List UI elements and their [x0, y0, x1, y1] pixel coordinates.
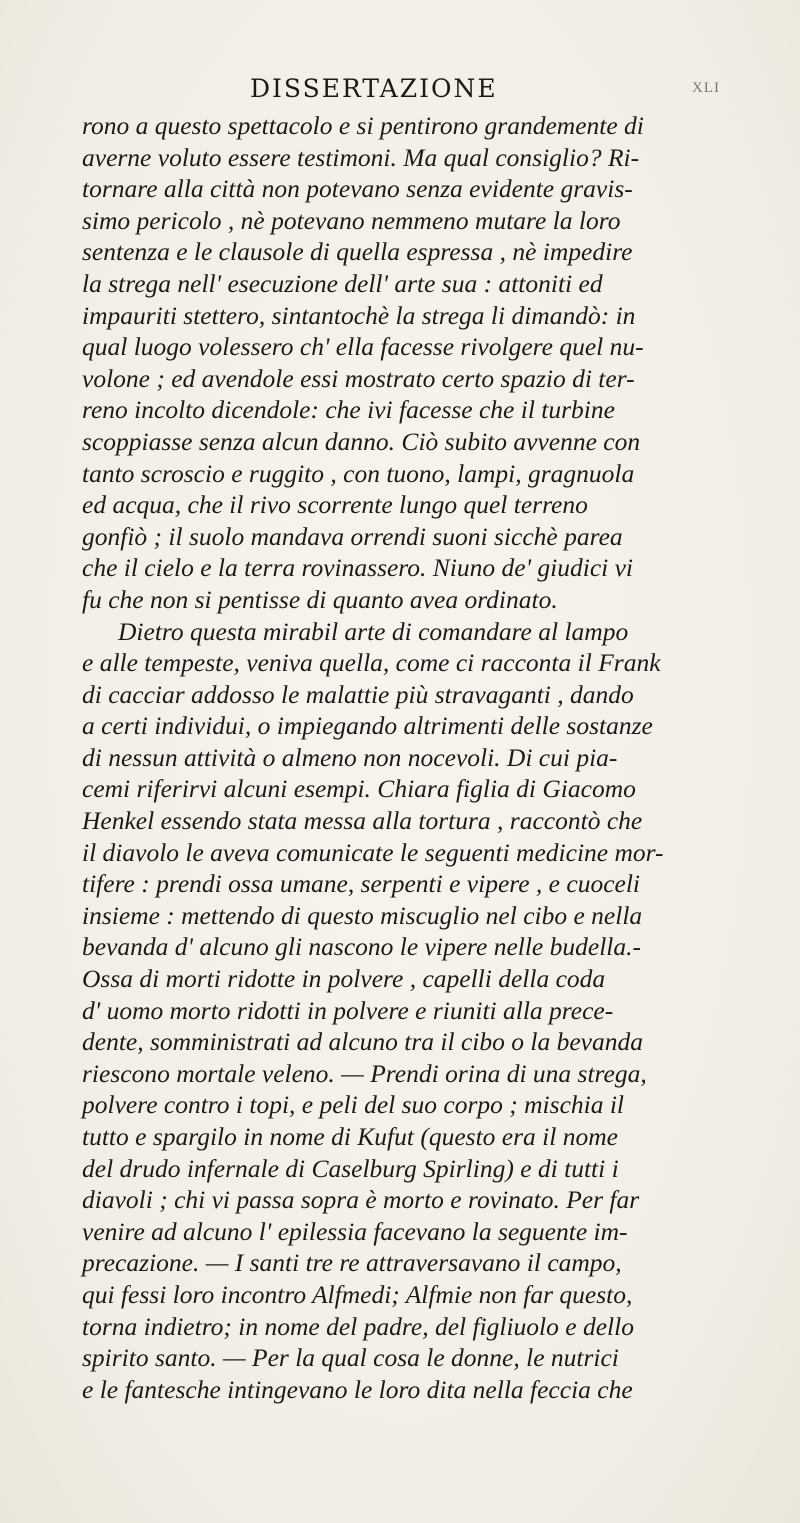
text-line: tornare alla città non potevano senza evidente gravis- — [82, 174, 633, 204]
text-line: insieme : mettendo di questo miscuglio nel cibo e nella — [82, 900, 643, 930]
text-line: cemi riferirvi alcuni esempi. Chiara figlia di Giacomo — [82, 774, 636, 804]
text-line: ed acqua, che il rivo scorrente lungo quel terreno — [82, 490, 588, 520]
paragraph-start-line: Dietro questa mirabil arte di comandare al lampo — [118, 616, 629, 646]
running-head-title: DISSERTAZIONE — [250, 74, 498, 103]
text-line: del drudo infernale di Caselburg Spirling) e di tutti i — [82, 1153, 619, 1183]
text-line: bevanda d' alcuno gli nascono le vipere nelle budella.- — [82, 932, 641, 962]
text-line: precazione. — I santi tre re attraversavano il campo, — [82, 1248, 622, 1278]
text-line: tutto e spargilo in nome di Kufut (questo era il nome — [82, 1122, 618, 1151]
text-line: d' uomo morto ridotti in polvere e riuniti alla prece- — [82, 995, 614, 1025]
text-line: spirito santo. — Per la qual cosa le donne, le nutrici — [82, 1343, 619, 1373]
text-line: simo pericolo , nè potevano nemmeno mutare la loro — [82, 205, 621, 235]
text-line: e le fantesche intingevano le loro dita nella feccia che — [82, 1374, 633, 1404]
text-line: fu che non si pentisse di quanto avea ordinato. — [82, 584, 558, 614]
text-line: polvere contro i topi, e peli del suo corpo ; mischia il — [82, 1090, 625, 1120]
text-line: la strega nell' esecuzione dell' arte sua : attoniti ed — [82, 268, 603, 298]
text-line: tanto scroscio e ruggito , con tuono, lampi, gragnuola — [82, 458, 635, 488]
text-line: il diavolo le aveva comunicate le seguenti medicine mor- — [82, 837, 664, 867]
text-line: volone ; ed avendole essi mostrato certo spazio di ter- — [82, 363, 635, 393]
text-line: scoppiasse senza alcun danno. Ciò subito avvenne con — [82, 426, 641, 456]
text-line: averne voluto essere testimoni. Ma qual consiglio? Ri- — [82, 142, 640, 172]
text-line: dente, somministrati ad alcuno tra il cibo o la bevanda — [82, 1027, 643, 1057]
text-line: rono a questo spettacolo e si pentirono grandemente di — [82, 111, 644, 140]
text-line: a certi individui, o impiegando altrimenti delle sostanze — [82, 711, 653, 741]
page-header — [0, 74, 800, 114]
text-line: Ossa di morti ridotte in polvere , capelli della coda — [82, 964, 606, 994]
text-line: gonfiò ; il suolo mandava orrendi suoni sicchè parea — [82, 521, 623, 551]
text-line: tifere : prendi ossa umane, serpenti e vipere , e cuoceli — [82, 869, 640, 899]
text-line: e alle tempeste, veniva quella, come ci racconta il Frank — [82, 648, 661, 678]
text-line: reno incolto dicendole: che ivi facesse che il turbine — [82, 395, 615, 425]
text-line: impauriti stettero, sintantochè la strega li dimandò: in — [82, 300, 636, 330]
page-number: XLI — [692, 80, 720, 96]
text-line: qui fessi loro incontro Alfmedi; Alfmie non far questo, — [82, 1279, 633, 1309]
text-line: diavoli ; chi vi passa sopra è morto e rovinato. Per far — [82, 1185, 640, 1215]
text-line: qual luogo volessero ch' ella facesse rivolgere quel nu- — [82, 332, 644, 362]
text-line: Henkel essendo stata messa alla tortura , raccontò che — [82, 806, 643, 836]
text-line: torna indietro; in nome del padre, del figliuolo e dello — [82, 1311, 634, 1341]
text-line: che il cielo e la terra rovinassero. Niuno de' giudici vi — [82, 553, 634, 583]
text-line: riescono mortale veleno. — Prendi orina di una strega, — [82, 1058, 647, 1088]
text-line: venire ad alcuno l' epilessia facevano la seguente im- — [82, 1216, 628, 1246]
text-line: sentenza e le clausole di quella espressa , nè impedire — [82, 237, 633, 267]
text-line: di cacciar addosso le malattie più stravaganti , dando — [82, 679, 634, 709]
text-line: di nessun attività o almeno non nocevoli. Di cui pia- — [82, 742, 618, 772]
body-text — [82, 110, 722, 1405]
